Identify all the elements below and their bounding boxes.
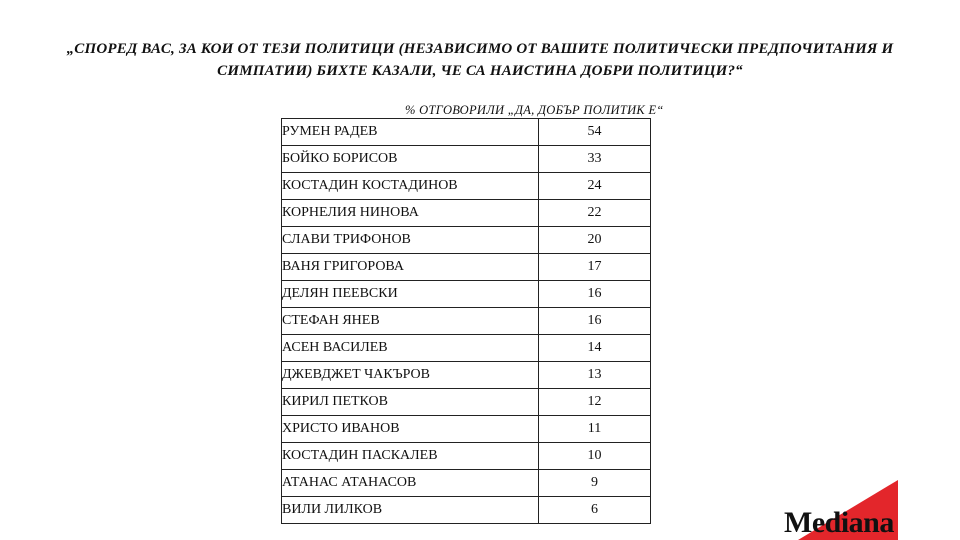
politician-name: ХРИСТО ИВАНОВ [282,416,539,443]
percent-value: 12 [539,389,651,416]
results-table [281,118,651,524]
table-row [282,497,651,524]
politician-name: КОСТАДИН КОСТАДИНОВ [282,173,539,200]
politician-name: БОЙКО БОРИСОВ [282,146,539,173]
politician-name: КОРНЕЛИЯ НИНОВА [282,200,539,227]
logo-text: Mediana [784,506,894,539]
politician-name: РУМЕН РАДЕВ [282,119,539,146]
percent-value: 24 [539,173,651,200]
table-row [282,416,651,443]
percent-value: 22 [539,200,651,227]
percent-value: 11 [539,416,651,443]
politician-name: АТАНАС АТАНАСОВ [282,470,539,497]
table-row [282,146,651,173]
percent-value: 16 [539,281,651,308]
survey-question-line-1: „СПОРЕД ВАС, ЗА КОИ ОТ ТЕЗИ ПОЛИТИЦИ (НЕЗАВИСИМО ОТ ВАШИТЕ ПОЛИТИЧЕСКИ ПРЕДПОЧИТАНИЯ И [66,41,894,57]
table-subheading: % ОТГОВОРИЛИ „ДА, ДОБЪР ПОЛИТИК Е“ [405,103,664,117]
table-row [282,335,651,362]
percent-value: 14 [539,335,651,362]
percent-value: 33 [539,146,651,173]
politician-name: СТЕФАН ЯНЕВ [282,308,539,335]
table-row [282,281,651,308]
table-row [282,308,651,335]
politician-name: ДЖЕВДЖЕТ ЧАКЪРОВ [282,362,539,389]
politician-name: ВИЛИ ЛИЛКОВ [282,497,539,524]
percent-value: 13 [539,362,651,389]
table-row [282,173,651,200]
politician-name: ВАНЯ ГРИГОРОВА [282,254,539,281]
politician-name: КИРИЛ ПЕТКОВ [282,389,539,416]
politician-name: СЛАВИ ТРИФОНОВ [282,227,539,254]
politician-name: АСЕН ВАСИЛЕВ [282,335,539,362]
table-row [282,200,651,227]
table-row [282,119,651,146]
percent-value: 10 [539,443,651,470]
percent-value: 16 [539,308,651,335]
survey-question-line-2: СИМПАТИИ) БИХТЕ КАЗАЛИ, ЧЕ СА НАИСТИНА ДОБРИ ПОЛИТИЦИ?“ [217,63,743,79]
table-row [282,443,651,470]
mediana-logo [780,480,900,540]
politician-name: ДЕЛЯН ПЕЕВСКИ [282,281,539,308]
table-row [282,362,651,389]
table-row [282,470,651,497]
percent-value: 6 [539,497,651,524]
table-row [282,389,651,416]
survey-question [60,38,900,82]
percent-value: 20 [539,227,651,254]
percent-value: 17 [539,254,651,281]
politician-name: КОСТАДИН ПАСКАЛЕВ [282,443,539,470]
percent-value: 9 [539,470,651,497]
table-row [282,254,651,281]
table-row [282,227,651,254]
percent-value: 54 [539,119,651,146]
